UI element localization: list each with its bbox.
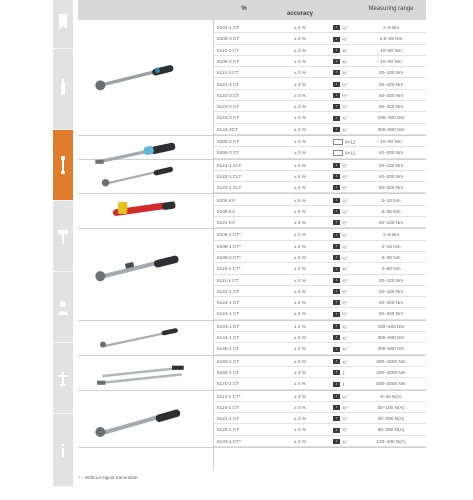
drive-size-label: ⅜" <box>342 59 348 65</box>
table-row[interactable] <box>78 378 426 389</box>
table-row[interactable] <box>78 332 426 343</box>
measuring-range: 600–2000 Nm <box>376 381 406 387</box>
accuracy-value: ± 4 % <box>294 162 306 168</box>
table-row[interactable] <box>78 356 426 367</box>
accuracy-value: ± 4 % <box>294 173 306 179</box>
measuring-range: 60–320 Nm <box>378 311 404 317</box>
drive-square-icon: ▪ <box>333 116 340 121</box>
table-row[interactable] <box>78 402 426 413</box>
accuracy-value: ± 2 % <box>294 311 306 317</box>
bookmark-icon <box>56 12 70 32</box>
model-number: 6145-1 CT <box>217 346 240 352</box>
drive-size <box>333 254 348 261</box>
drive-size <box>333 345 348 352</box>
table-row[interactable] <box>78 286 426 297</box>
drive-size <box>333 393 348 400</box>
table-row[interactable] <box>78 90 426 101</box>
accuracy-value: ± 3 % <box>294 427 306 433</box>
person-icon <box>56 298 70 318</box>
accuracy-value: ± 4 % <box>294 25 306 30</box>
model-number: 5122-3 CT <box>217 92 240 98</box>
drive-square-icon: ▪ <box>333 70 340 75</box>
measuring-range: 2–10 Nm <box>381 197 401 203</box>
drive-size-label: 1 <box>342 370 345 376</box>
drive-size <box>333 231 348 238</box>
drive-size <box>333 415 348 422</box>
accuracy-value: ± 2 % <box>294 288 306 294</box>
sidebar-tab-person[interactable] <box>53 272 73 343</box>
model-number: 6122-1 CT <box>217 300 240 306</box>
drive-square-icon: ▪ <box>333 347 340 352</box>
drive-size-label: ½" <box>342 277 348 283</box>
drive-size-label: ¼" <box>342 255 348 261</box>
drive-size <box>333 277 348 284</box>
drive-size <box>333 288 348 295</box>
drive-size <box>333 426 348 433</box>
table-row[interactable] <box>78 424 426 435</box>
info-icon <box>56 440 70 460</box>
drive-size <box>333 35 348 42</box>
product-group-clt-torque-wrenches <box>78 160 426 195</box>
drive-size-label: ½" <box>342 311 348 317</box>
measuring-range: 100–400 Nm <box>377 115 405 121</box>
drive-square-icon: ▪ <box>333 312 340 317</box>
model-number: 5111-3 CT <box>217 70 239 76</box>
table-row[interactable] <box>78 263 426 274</box>
model-number: 6170-1 CT <box>217 381 240 387</box>
table-row[interactable] <box>78 160 426 171</box>
table-row[interactable] <box>78 112 426 123</box>
measuring-range: 300–600 Nm <box>377 335 405 341</box>
measuring-range: 20–120 Nm <box>378 277 404 283</box>
model-number: 6160-1 CT <box>217 369 240 375</box>
drive-square-icon: ▪ <box>333 255 340 260</box>
drive-square-icon: ▪ <box>333 439 340 444</box>
balance-icon <box>56 369 70 389</box>
model-number: 6121-1 CT <box>217 288 240 294</box>
drive-size <box>333 265 348 272</box>
measuring-range: 60–320 Nm <box>378 185 404 191</box>
model-number: 6144-1 CT <box>217 335 240 341</box>
table-row[interactable] <box>78 33 426 44</box>
model-number: 5122-1 CLT <box>217 173 242 179</box>
table-row[interactable] <box>78 206 426 217</box>
drive-square-icon: ▪ <box>333 394 340 399</box>
drive-square-icon: ▪ <box>333 278 340 283</box>
drive-square-icon: ▪ <box>333 104 340 109</box>
drive-size-label: ¾" <box>342 115 348 121</box>
measuring-range: 20–120 Nm <box>378 162 404 168</box>
drive-square-icon: ▪ <box>333 174 340 179</box>
model-number: 5110-3 CT <box>217 47 239 53</box>
drive-size-label: ½" <box>342 93 348 99</box>
model-number: 5143-3 CT <box>217 115 240 121</box>
measuring-range: 20–100 Nm <box>378 70 404 76</box>
model-number: 5121-3 CT <box>217 81 240 87</box>
accuracy-value: ± 3 % <box>294 92 306 98</box>
measuring-range: 4–60 Nm <box>381 266 401 272</box>
measuring-range: 50–250 N(A) <box>377 427 405 433</box>
drive-size <box>333 323 348 330</box>
model-number: 6123-1 CT <box>217 311 240 317</box>
accuracy-value: ± 3 % <box>294 416 306 422</box>
drive-size <box>333 404 348 411</box>
table-header <box>78 0 426 20</box>
model-number: 5123-1 CLT <box>217 185 242 191</box>
drive-square-icon: ▪ <box>333 37 340 42</box>
product-group-electronic-torque-wrenches <box>78 229 426 320</box>
drive-size <box>333 126 348 133</box>
drive-square-icon: ▪ <box>333 428 340 433</box>
drive-size-label: 9×12 <box>345 139 356 145</box>
drive-size <box>333 149 356 156</box>
model-number: 6133-1 CT* <box>217 438 241 444</box>
measuring-range: 40–200 Nm <box>378 92 404 98</box>
model-number: 6106-1 CT* <box>217 232 241 238</box>
model-number: 5290-3 CT <box>217 139 240 144</box>
accuracy-value: ± 4 % <box>294 185 306 191</box>
table-row[interactable] <box>78 252 426 263</box>
table-row[interactable] <box>78 182 426 193</box>
header-accuracy: accuracy <box>286 11 314 17</box>
drive-size-label: ½" <box>342 300 348 306</box>
accuracy-value: ± 3 % <box>294 104 306 110</box>
table-row[interactable] <box>78 217 426 228</box>
drive-size <box>333 173 348 180</box>
table-row[interactable] <box>78 241 426 252</box>
accuracy-value: ± 3 % <box>294 139 306 144</box>
model-number: 6110-1 CT* <box>217 266 241 272</box>
model-number: 5101-1 CT <box>217 25 240 30</box>
measuring-range: 20–120 Nm <box>378 288 404 294</box>
column-divider <box>213 20 214 470</box>
product-group-angle-torque-wrenches <box>78 391 426 449</box>
model-number: 5295-3 CT <box>217 150 240 156</box>
drive-size <box>333 81 348 88</box>
measuring-range: 40–200 N(A) <box>377 416 405 422</box>
accuracy-value: ± 3 % <box>294 115 306 121</box>
model-number: 5123-3 CT <box>217 104 240 110</box>
accuracy-value: ± 2 % <box>294 266 306 272</box>
drive-size <box>333 243 348 250</box>
measuring-range: 40–200 Nm <box>378 150 404 156</box>
drive-size <box>333 197 348 204</box>
drive-size <box>333 219 348 226</box>
drive-square-icon: ▪ <box>333 300 340 305</box>
accuracy-value: ± 2 % <box>294 232 306 238</box>
table-row[interactable] <box>78 136 426 147</box>
drive-size-label: 9×12 <box>345 150 356 156</box>
measuring-range: 6–30 Nm <box>381 254 401 260</box>
table-row[interactable] <box>78 367 426 378</box>
model-number: 6121-1 CT <box>217 416 240 422</box>
footnote: * – Without signal transmitter <box>78 475 138 480</box>
drive-size-label: ¾" <box>342 439 348 445</box>
model-number: 5106 KV <box>217 197 235 203</box>
accuracy-value: ± 3 % <box>294 58 306 64</box>
drive-size <box>333 208 348 215</box>
model-number: 5108-3 CT <box>217 36 240 42</box>
drive-size <box>333 369 345 376</box>
drive-size-label: ½" <box>342 174 348 180</box>
drive-size <box>333 138 356 145</box>
measuring-range: 120–400 N(A) <box>376 438 406 444</box>
drive-size <box>333 334 348 341</box>
accuracy-value: ± 3 % <box>294 47 306 53</box>
drive-square-icon: ▪ <box>333 370 340 375</box>
drive-size <box>333 24 348 31</box>
model-number: 6114-1 CT* <box>217 393 241 399</box>
drive-square-icon <box>333 150 343 156</box>
measuring-range: 10–50 Nm <box>380 139 402 144</box>
drive-size-label: ¼" <box>342 393 348 399</box>
drive-size-label: ¼" <box>342 25 348 31</box>
drive-size <box>333 438 348 445</box>
drive-square-icon: ▪ <box>333 324 340 329</box>
measuring-range: 20–100 N(A) <box>377 404 405 410</box>
drive-size-label: ¾" <box>342 346 348 352</box>
measuring-range: 1–6 Nm <box>382 232 400 238</box>
table-row[interactable] <box>78 22 426 33</box>
sidebar-tab-torque[interactable] <box>53 130 73 201</box>
product-group-kv-torque-wrenches <box>78 195 426 230</box>
drive-size-label: ½" <box>342 427 348 433</box>
measuring-range: 20–120 Nm <box>378 81 404 87</box>
measuring-range: 300–800 Nm <box>377 126 405 132</box>
accuracy-value: ± 2 % <box>294 277 306 283</box>
accuracy-value: ± 2 % <box>294 335 306 341</box>
model-number: 6109-2 CT* <box>217 254 241 260</box>
drive-size <box>333 69 348 76</box>
product-group-extra-long-torque-wrenches <box>78 356 426 391</box>
sidebar-tab-bookmark[interactable] <box>53 0 73 49</box>
measuring-range: 100–400 Nm <box>377 323 405 329</box>
accuracy-value: ± 4 % <box>294 381 306 387</box>
drive-size-label: ⅜" <box>342 47 348 53</box>
drive-size <box>333 162 348 169</box>
drive-square-icon: ▪ <box>333 416 340 421</box>
table-row[interactable] <box>78 229 426 240</box>
table-row[interactable] <box>78 45 426 56</box>
measuring-range: 5–25 Nm <box>381 208 401 214</box>
accuracy-value: ± 3 % <box>294 369 306 375</box>
model-number: 5108 KV <box>217 208 235 214</box>
sidebar <box>53 0 73 486</box>
drive-size <box>333 310 348 317</box>
drive-size-label: ¼" <box>342 232 348 238</box>
measuring-range: 40–200 Nm <box>378 300 404 306</box>
accuracy-value: ± 3 % <box>294 36 306 42</box>
measuring-range: 5–40 N(A) <box>380 393 402 399</box>
wrench-icon <box>56 77 70 97</box>
product-group-insert-tool-torque-wrenches <box>78 136 426 160</box>
sidebar-tab-hammer[interactable] <box>53 201 73 272</box>
accuracy-value: ± 3 % <box>294 404 306 410</box>
table-row[interactable] <box>78 275 426 286</box>
drive-square-icon: ▪ <box>333 48 340 53</box>
drive-size-label: ½" <box>342 220 348 226</box>
table-row[interactable] <box>78 56 426 67</box>
accuracy-value: ± 6 % <box>294 208 306 214</box>
drive-size-label: ½" <box>342 416 348 422</box>
drive-square-icon: ▪ <box>333 209 340 214</box>
accuracy-value: ± 2 % <box>294 243 306 249</box>
drive-square-icon: ▪ <box>333 198 340 203</box>
drive-size-label: ½" <box>342 162 348 168</box>
accuracy-value: ± 3 % <box>294 126 306 132</box>
drive-size-label: ½" <box>342 289 348 295</box>
measuring-range: 300–800 Nm <box>377 346 405 352</box>
table-row[interactable] <box>78 413 426 424</box>
drive-size-label: ¾" <box>342 358 348 364</box>
measuring-range: 10–50 Nm <box>380 58 402 64</box>
drive-square-icon: ▪ <box>333 93 340 98</box>
accuracy-value: ± 6 % <box>294 197 306 203</box>
drive-size-label: ¼" <box>342 243 348 249</box>
table-row[interactable] <box>78 343 426 354</box>
drive-size <box>333 184 348 191</box>
measuring-range: 10–50 Nm <box>380 47 402 53</box>
accuracy-value: ± 2 % <box>294 323 306 329</box>
accuracy-value: ± 4 % <box>294 220 306 226</box>
model-number: 5121 KV <box>217 220 235 226</box>
model-number: 5121-1 CLT <box>217 162 242 168</box>
drive-square-icon <box>333 139 343 145</box>
model-number: 6111-1 CT <box>217 277 239 283</box>
model-number: 6160-1 CT <box>217 358 240 364</box>
drive-size-label: ½" <box>342 81 348 87</box>
accuracy-value: ± 2 % <box>294 300 306 306</box>
drive-square-icon: ▪ <box>333 185 340 190</box>
drive-size-label: ¾" <box>342 335 348 341</box>
drive-size <box>333 380 345 387</box>
drive-square-icon: ▪ <box>333 267 340 272</box>
drive-square-icon: ▪ <box>333 82 340 87</box>
accuracy-value: ± 2 % <box>294 254 306 260</box>
product-group-long-torque-wrenches <box>78 321 426 356</box>
accuracy-value: ± 3 % <box>294 150 306 156</box>
measuring-range: 60–320 Nm <box>378 104 404 110</box>
measuring-range: 400–1000 Nm <box>376 369 406 375</box>
model-number: 6115-1 CT <box>217 404 239 410</box>
measuring-range: 20–120 Nm <box>378 220 404 226</box>
drive-square-icon: ▪ <box>333 335 340 340</box>
model-number: 5108-3 CT <box>217 58 240 64</box>
product-table <box>78 0 426 486</box>
drive-square-icon: ▪ <box>333 405 340 410</box>
model-number: 6126-1 CT <box>217 427 240 433</box>
hammer-icon <box>56 227 70 247</box>
table-row[interactable] <box>78 321 426 332</box>
drive-square-icon: ▪ <box>333 382 340 387</box>
model-number: 6143-1 CT <box>217 323 240 329</box>
torque-wrench-icon <box>56 138 70 192</box>
drive-size-label: ¼" <box>342 197 348 203</box>
table-row[interactable] <box>78 195 426 206</box>
drive-size-label: ¼" <box>342 36 348 42</box>
drive-size <box>333 114 348 121</box>
drive-square-icon: ▪ <box>333 233 340 238</box>
header-measuring-range: Measuring range <box>368 6 414 12</box>
drive-size <box>333 47 348 54</box>
accuracy-value: ± 3 % <box>294 70 306 76</box>
table-row[interactable] <box>78 79 426 90</box>
drive-square-icon: ▪ <box>333 25 340 30</box>
sidebar-tab-wrench[interactable] <box>53 49 73 130</box>
sidebar-tab-info[interactable] <box>53 414 73 487</box>
header-percent: % <box>241 6 247 12</box>
drive-size-label: ½" <box>342 185 348 191</box>
drive-square-icon: ▪ <box>333 127 340 132</box>
drive-square-icon: ▪ <box>333 220 340 225</box>
accuracy-value: ± 3 % <box>294 358 306 364</box>
table-row[interactable] <box>78 436 426 447</box>
model-number: 5144-3CT <box>217 126 238 132</box>
measuring-range: 40–200 Nm <box>378 173 404 179</box>
product-group-mechanical-torque-wrenches <box>78 22 426 136</box>
drive-size-label: 1 <box>342 381 345 387</box>
drive-square-icon: ▪ <box>333 289 340 294</box>
table-row[interactable] <box>78 67 426 78</box>
drive-size <box>333 358 348 365</box>
accuracy-value: ± 3 % <box>294 438 306 444</box>
drive-size-label: ¾" <box>342 126 348 132</box>
table-row[interactable] <box>78 297 426 308</box>
drive-size-label: ⅜" <box>342 405 348 411</box>
drive-square-icon: ▪ <box>333 244 340 249</box>
measuring-range: 1–5 Nm <box>382 25 400 30</box>
drive-size <box>333 299 348 306</box>
table-row[interactable] <box>78 391 426 402</box>
model-number: 6108-1 CT* <box>217 243 241 249</box>
accuracy-value: ± 2 % <box>294 346 306 352</box>
measuring-range: 2–10 Nm <box>381 243 401 249</box>
table-row[interactable] <box>78 101 426 112</box>
accuracy-value: ± 3 % <box>294 393 306 399</box>
sidebar-tab-balance[interactable] <box>53 343 73 414</box>
drive-square-icon: ▪ <box>333 163 340 168</box>
drive-size-label: ¾" <box>342 324 348 330</box>
table-row[interactable] <box>78 147 426 158</box>
table-row[interactable] <box>78 308 426 319</box>
drive-size-label: ½" <box>342 104 348 110</box>
measuring-range: 400–1000 Nm <box>376 358 406 364</box>
drive-size-label: ¼" <box>342 209 348 215</box>
drive-size <box>333 103 348 110</box>
measuring-range: 2,5–25 Nm <box>379 36 403 42</box>
drive-square-icon: ▪ <box>333 59 340 64</box>
table-row[interactable] <box>78 171 426 182</box>
drive-size <box>333 92 348 99</box>
drive-size-label: ⅜" <box>342 266 348 272</box>
table-row[interactable] <box>78 124 426 135</box>
drive-square-icon: ▪ <box>333 359 340 364</box>
drive-size <box>333 58 348 65</box>
accuracy-value: ± 3 % <box>294 81 306 87</box>
drive-size-label: ⅜" <box>342 70 348 76</box>
